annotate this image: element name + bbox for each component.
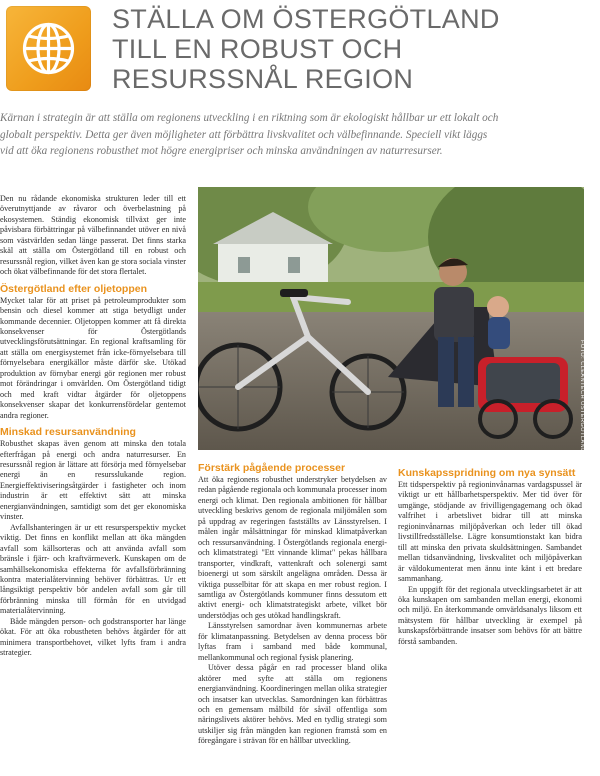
section-heading: Kunskapsspridning om nya synsätt <box>398 467 576 479</box>
body-paragraph: Avfallshanteringen är ur ett resursperspektiv mycket viktig. Det finns en konflikt mellan att öka mängden avfall som källsorteras och att använda avfall som bränsle i fjärr- och kraftvärmeverk. Kunskapen om de samhällsekonomiska effekterna för avfallsförbränning kontra materialåtervinning behöver förbättras. Ur ett långsiktigt perspektiv bör andelen avfall som går till förbränning minska till förmån för en utvidgad materialåtervinning. <box>0 522 186 616</box>
body-paragraph: Den nu rådande ekonomiska strukturen leder till ett överutnyttjande av råvaror och överbelastning på ekosystemen. Ständig ekonomisk tillväxt ger inte påvisbara förbättringar på välbefinnandet utöver en nivå som västvärlden sedan länge passerat. Det finns starka skäl att ställa om Östergötland till en robust och resurssnål region, vilket även kan ge stora sociala vinster och ökat välbefinnande för det stora flertalet. <box>0 194 186 277</box>
section-heading: Förstärk pågående processer <box>198 462 346 474</box>
body-paragraph: Ett tidsperspektiv på regioninvånarnas vardagspussel är viktigt ur ett hållbarhetsperspektiv. Mer tid över för umgänge, stödjande av frivilligengagemang och ökad valfrihet i arbetslivet bidrar till att minska regioninvånarnas miljöpåverkan och leder till ökad livstillfredsställelse. Lägre konsumtionstakt kan bidra till att minska den privata skuldsättningen. Sambandet mellan tidsanvändning, livskvalitet och miljöpåverkan är väldokumenterat men ännu inte känt i ett bredare sammanhang. <box>398 480 582 584</box>
body-paragraph: Länsstyrelsen samordnar även kommunernas arbete för klimatanpassning. Betydelsen av denna process bör lyftas fram i samband med både kommunal, mellankommunal och regional fysisk planering. <box>198 621 387 662</box>
photo-father-with-bike-trailer <box>198 187 585 453</box>
article-column-2 <box>198 462 387 747</box>
body-paragraph: Att öka regionens robusthet understryker betydelsen av redan pågående regionala och kommunala processer inom energi och klimat. Den regionala ambitionen för hållbar utveckling beskrivs genom de regionala miljömålen som på uppdrag av regeringen fastställts av Länsstyrelsen. I målen ingår målsättningar för minskad klimatpåverkan och ressursanvändning. I Östergötlands regionala energi- och klimatstrategi "Ett vinnande klimat" pekas hållbara transporter, vindkraft, vattenkraft och solenergi samt bioenergi ut som särskilt angelägna områden. Dessa är viktiga pusselbitar för att skapa en mer robust region. I samtliga av Östergötlands kommuner finns dessutom ett aktivt energi- och klimatstrategiskt arbete, vilket bör understödjas och ges utökad handlingskraft. <box>198 475 387 620</box>
article-column-3 <box>398 462 582 647</box>
globe-icon-tile <box>6 6 91 91</box>
page-title <box>112 4 552 94</box>
photo-illustration <box>198 187 585 453</box>
globe-icon <box>20 20 77 77</box>
title-line: RESURSSNÅL REGION <box>112 64 414 94</box>
intro-paragraph: Kärnan i strategin är att ställa om regionens utveckling i en riktning som är ekologiskt hållbar ur ett lokalt och globalt perspektiv. Detta ger även möjligheter att förbättra livskvalitet och välbefinnande. Speciell vikt läggs vid att öka regionens robusthet mot högre energipriser och minska användningen av naturresurser. <box>0 112 499 157</box>
title-line: TILL EN ROBUST OCH <box>112 34 403 64</box>
body-paragraph: Både mängden person- och godstransporter har länge ökat. För att öka robustheten behövs åtgärder för att minimera transportbehovet, vilket lyfts fram i andra strategier. <box>0 616 186 658</box>
body-paragraph: Utöver dessa pågår en rad processer bland olika aktörer med syfte att ställa om regionens energianvändning. Koordineringen mellan olika strategier och insatser kan utvecklas. Samordningen kan förbättras och en gemensam målbild för såväl offentliga som näringslivets aktörer behövs. Med en tydlig strategi som utskiljer sig från mängden kan regionen framstå som en föregångare i strävan för en hållbar utveckling. <box>198 663 387 746</box>
title-line: STÄLLA OM ÖSTERGÖTLAND <box>112 4 500 34</box>
article-column-1 <box>0 194 186 659</box>
section-heading: Östergötland efter oljetoppen <box>0 282 148 295</box>
section-heading: Minskad resursanvändning <box>0 426 136 439</box>
body-paragraph: Robusthet skapas även genom att minska den totala efterfrågan på energi och andra naturresurser. En resurssnål region är lättare att försörja med förnyelsebar energi än en resursslukande region. Energieffektiviseringsåtgärder i fastigheter och inom industrin är ett effektivt sätt att minska energianvändningen, samtidigt som det ger ekonomiska vinster. <box>0 439 186 522</box>
photo-credit: FOTO: CLEANTECH ÖSTERGÖTLAND <box>579 340 585 453</box>
body-paragraph: En uppgift för det regionala utvecklingsarbetet är att öka kunskapen om sambanden mellan energi, ekonomi och miljö. En återkommande omvärldsanalys liksom ett mätsystem för hållbar utveckling är exempel på kunskapsförbättrande insatser som behövs för att bättre förstå sambanden. <box>398 584 582 646</box>
body-paragraph: Mycket talar för att priset på petroleumprodukter som bensin och diesel kommer att stiga betydligt under kommande decennier. Oljetoppen kommer att få direkta konsekvenser för Östergötlands utvecklingsförutsättningar. En regional kraftsamling för att ställa om energisystemet från icke-förnyelsebara till förnyelsebara energikällor måste därför ske. Utökad produktion av förnybar energi gör regionen mer robust mot förändringar i omvärlden. Om Östergötland tidigt och med kraft vidtar åtgärder för oljetoppens konsekvenser skapar det konkurrensfördelar gentemot andra regioner. <box>0 295 186 420</box>
